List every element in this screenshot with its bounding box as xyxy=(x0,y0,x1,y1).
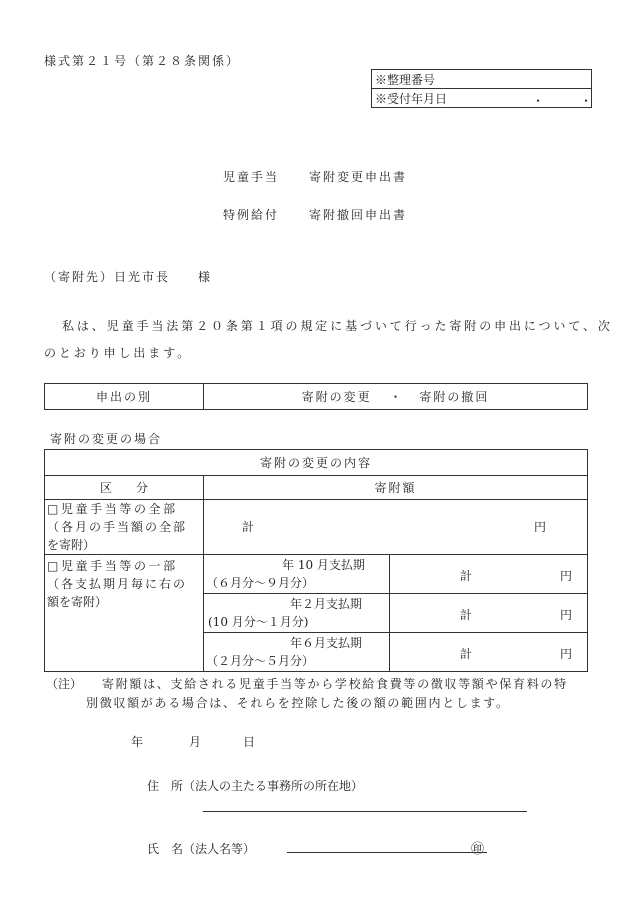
change-content-table xyxy=(44,449,588,672)
office-use-box xyxy=(371,69,592,108)
date-year: 年 xyxy=(131,735,144,749)
amount-header: 寄附額 xyxy=(204,476,588,500)
request-type-table xyxy=(44,383,588,410)
amount-all[interactable]: 計 円 xyxy=(204,500,588,555)
address-label: 住 所（法人の主たる事務所の所在地） xyxy=(147,779,364,793)
option-change[interactable]: 寄附の変更 xyxy=(301,390,372,404)
period-1: 年 10 月支払期 （６月分～９月分） xyxy=(204,555,390,594)
period-2: 年２月支払期 (10 月分～１月分) xyxy=(204,594,390,633)
addressee: （寄附先）日光市長 様 xyxy=(44,270,213,284)
body-text-line-1: 私は、児童手当法第２０条第１項の規定に基づいて行った寄附の申出について、次 xyxy=(62,319,613,333)
option-withdraw[interactable]: 寄附の撤回 xyxy=(419,390,490,404)
request-type-options xyxy=(204,384,588,410)
period-1-amount[interactable]: 計 円 xyxy=(390,555,588,594)
note-line-2: 別徴収額がある場合は、それらを控除した後の額の範囲内とします。 xyxy=(86,696,510,710)
period-2-amount[interactable]: 計 円 xyxy=(390,594,588,633)
title-left-2: 特例給付 xyxy=(223,208,280,222)
name-label: 氏 名（法人名等） xyxy=(147,842,256,856)
note-line-1: 寄附額は、支給される児童手当等から学校給食費等の徴収等額や保育料の特 xyxy=(102,677,568,691)
date-separator: ・ ・ xyxy=(532,94,593,108)
category-all: □児童手当等の全部 （各月の手当額の全部 を寄附） xyxy=(45,500,204,555)
body-text-line-2: のとおり申し出ます。 xyxy=(44,346,193,360)
name-input-line[interactable] xyxy=(287,852,487,853)
category-header: 区 分 xyxy=(45,476,204,500)
category-part: □児童手当等の一部 （各支払期月毎に右の 額を寄附） xyxy=(45,555,204,672)
title-right-1: 寄附変更申出書 xyxy=(309,170,408,184)
request-type-label: 申出の別 xyxy=(45,384,204,410)
title-right-2: 寄附撤回申出書 xyxy=(309,208,408,222)
address-input-line[interactable] xyxy=(203,811,527,812)
option-separator: ・ xyxy=(389,390,402,404)
receipt-date-cell[interactable]: ※受付年月日 ・ ・ xyxy=(372,89,592,108)
note-label: （注） xyxy=(46,677,83,691)
date-month: 月 xyxy=(189,735,202,749)
date-day: 日 xyxy=(243,735,256,749)
period-3: 年６月支払期 （２月分～５月分） xyxy=(204,633,390,672)
period-3-amount[interactable]: 計 円 xyxy=(390,633,588,672)
change-table-header: 寄附の変更の内容 xyxy=(45,450,588,476)
seal-mark: ㊞ xyxy=(471,842,485,857)
title-left-1: 児童手当 xyxy=(223,170,280,184)
reference-number-cell[interactable]: ※整理番号 xyxy=(372,70,592,89)
change-section-label: 寄附の変更の場合 xyxy=(50,432,163,446)
form-number-label: 様式第２１号（第２８条関係） xyxy=(44,54,241,68)
